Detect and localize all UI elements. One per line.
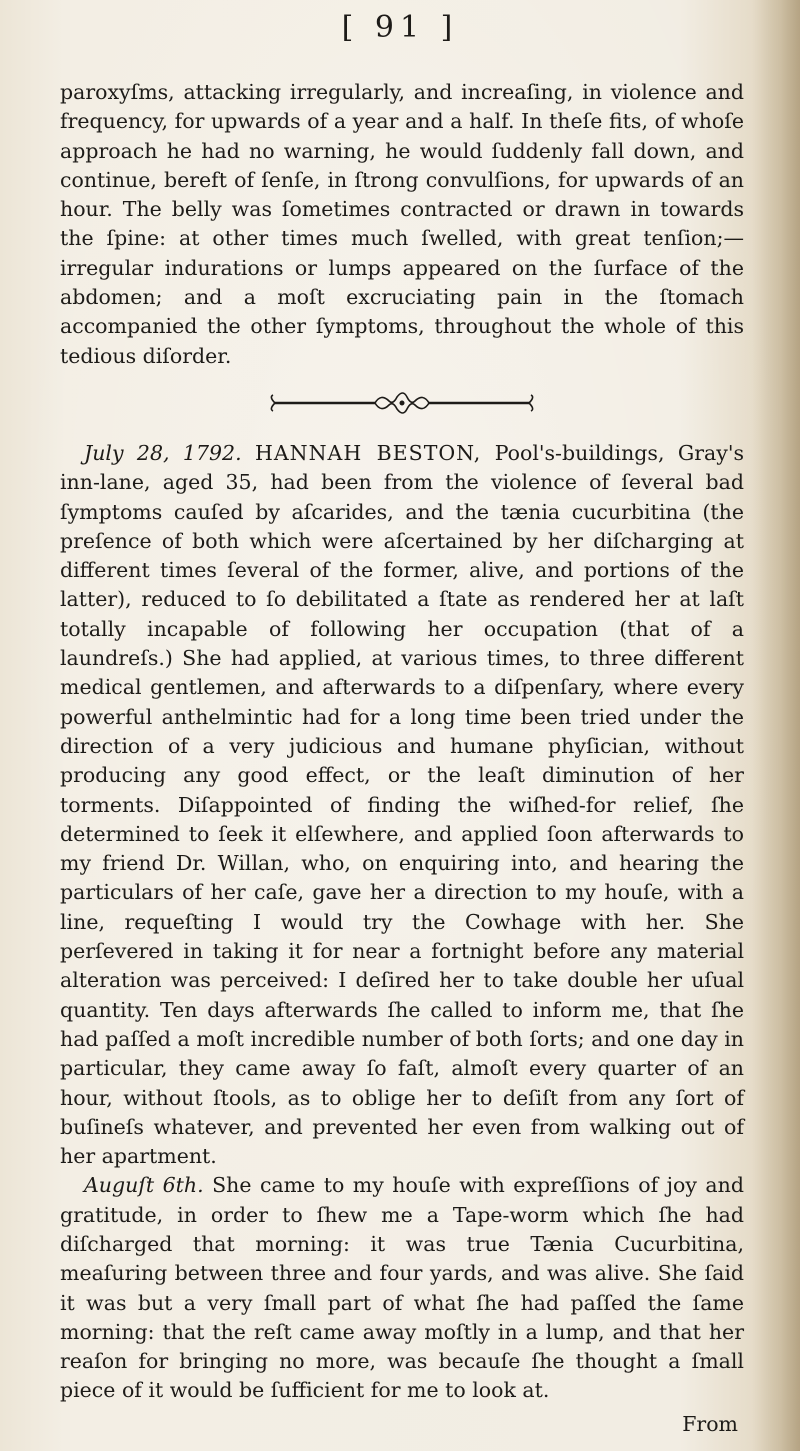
case-paragraph — [60, 439, 744, 1171]
ornament-icon — [267, 391, 537, 415]
catchword: From — [682, 1411, 738, 1436]
august-paragraph — [60, 1171, 744, 1405]
page-edge-shadow — [752, 0, 800, 1451]
august-text: She came to my houſe with expreſſions of joy and gratitude, in order to ſhew me a Tape-worm which ſhe had diſcharged that morning: it was true Tænia Cucurbitina, meaſuring between three and four yards, and was alive. She ſaid it was but a very ſmall part of what ſhe had paſſed the ſame morning: that the reſt came away moſtly in a lump, and that her reaſon for bringing no more, was becauſe ſhe thought a ſmall piece of it would be ſufficient for me to look at. — [60, 1173, 744, 1403]
case-date: July 28, 1792. — [84, 440, 242, 465]
case-text: Pool's-buildings, Gray's inn-lane, aged 35, had been from the violence of ſeveral bad ſymptoms cauſed by aſcarides, and the tænia cucurbitina (the preſence of both which were aſcertained by her diſcharging at different times ſeveral of the former, alive, and portions of the latter), reduced to ſo debilitated a ſtate as rendered her at laſt totally incapable of following her occupation (that of a laundreſs.) She had applied, at various times, to three different medical gentlemen, and afterwards to a diſpenſary, where every powerful anthelmintic had for a long time been tried under the direction of a very judicious and humane phyſician, without producing any good effect, or the leaſt diminution of her torments. Diſappointed of finding the wiſhed-for relief, ſhe determined to ſeek it elſewhere, and applied ſoon afterwards to my friend Dr. Willan, who, on enquiring into, and hearing the particulars of her caſe, gave her a direction to my houſe, with a line, requeſting I would try the Cowhage with her. She perſevered in taking it for near a fortnight before any material alteration was perceived: I deſired her to take double her uſual quantity. Ten days afterwards ſhe called to inform me, that ſhe had paſſed a moſt incredible number of both ſorts; and one day in particular, they came away ſo faſt, almoſt every quarter of an hour, without ſtools, as to oblige her to deſiſt from any ſort of buſineſs whatever, and prevented her even from walking out of her apartment. — [60, 440, 744, 1169]
august-date: Auguſt 6th. — [84, 1173, 204, 1198]
page-number: [ 91 ] — [341, 10, 459, 45]
opening-paragraph: paroxyſms, attacking irregularly, and increaſing, in violence and frequency, for upwards of a year and a half. In theſe fits, of whoſe approach he had no warning, he would ſuddenly fall down, and continue, bereft of ſenſe, in ſtrong convulſions, for upwards of an hour. The belly was ſometimes contracted or drawn in towards the ſpine: at other times much ſwelled, with great tenſion;—irregular indurations or lumps appeared on the ſurface of the abdomen; and a moſt excruciating pain in the ſtomach accompanied the other ſymptoms, throughout the whole of this tedious diſorder. — [60, 80, 744, 368]
ornamental-divider — [60, 391, 744, 421]
body-text — [60, 78, 744, 1439]
patient-name: HANNAH BESTON, — [255, 440, 482, 465]
